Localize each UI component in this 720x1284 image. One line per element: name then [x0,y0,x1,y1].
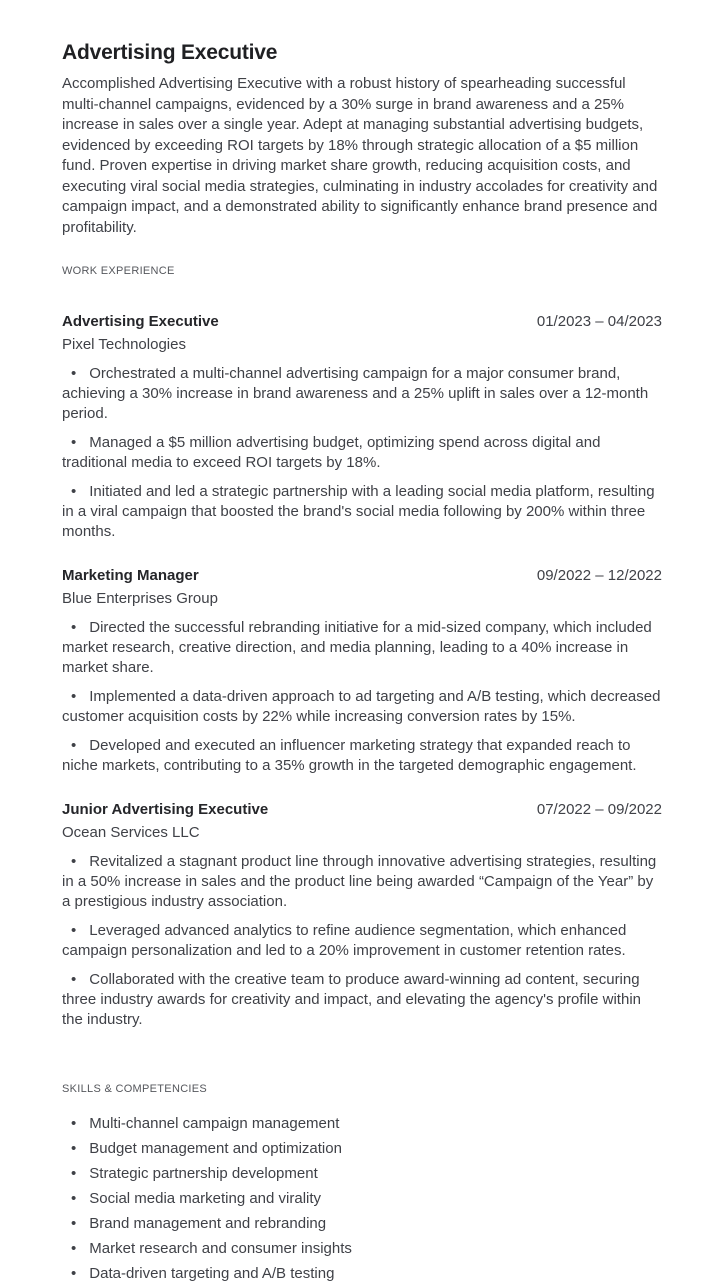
bullet-icon: • [71,1265,77,1282]
skill-item [62,1164,662,1184]
job-bullet-text: Revitalized a stagnant product line through innovative advertising strategies, resulting in a 50% increase in sales and the product line being awarded “Campaign of the Year” by a prestigious industry association. [62,853,657,910]
skill-item [62,1114,662,1134]
skill-item [62,1239,662,1259]
bullet-icon: • [71,922,77,939]
job-header [62,566,662,586]
job-company: Pixel Technologies [62,336,186,353]
bullet-icon: • [71,737,77,754]
skill-text: Budget management and optimization [89,1140,342,1157]
section-heading-work-experience: WORK EXPERIENCE [62,265,175,277]
job-dates: 01/2023 – 04/2023 [536,313,662,330]
job-bullet-text: Initiated and led a strategic partnership with a leading social media platform, resulting in a viral campaign that boosted the brand's social media following by 200% within three months. [62,483,655,540]
skill-text: Brand management and rebranding [89,1215,327,1232]
skill-item [62,1214,662,1234]
bullet-icon: • [71,688,77,705]
job-bullet-text: Implemented a data-driven approach to ad targeting and A/B testing, which decreased customer acquisition costs by 22% while increasing conversion rates by 15%. [62,688,661,725]
job-entry [62,800,662,1030]
skills-list [62,1114,662,1284]
bullet-icon: • [71,971,77,988]
skill-text: Market research and consumer insights [89,1240,352,1257]
job-bullet [62,687,662,727]
job-bullet [62,852,662,912]
job-bullet [62,433,662,473]
skill-item [62,1189,662,1209]
job-bullet [62,618,662,678]
bullet-icon: • [71,619,77,636]
job-bullet-text: Collaborated with the creative team to produce award-winning ad content, securing three industry awards for creativity and impact, and elevating the agency's profile within the industry. [62,971,641,1028]
bullet-icon: • [71,434,77,451]
job-company: Ocean Services LLC [62,824,200,841]
job-dates: 07/2022 – 09/2022 [536,801,662,818]
job-bullet [62,482,662,542]
summary-paragraph: Accomplished Advertising Executive with a robust history of spearheading successful multi-channel campaigns, evidenced by a 30% surge in brand awareness and a 25% increase in sales over a single year. Adept at managing substantial advertising budgets, evidenced by exceeding ROI targets by 18% through strategic allocation of a $5 million fund. Proven expertise in driving market share growth, reducing acquisition costs, and executing viral social media strategies, culminating in industry accolades for creativity and campaign impact, and a demonstrated ability to significantly enhance brand presence and profitability. [62,75,658,236]
skill-text: Social media marketing and virality [89,1190,322,1207]
job-bullet [62,970,662,1030]
job-bullet-text: Managed a $5 million advertising budget, optimizing spend across digital and traditional media to exceed ROI targets by 18%. [62,434,601,471]
job-bullet-text: Orchestrated a multi-channel advertising campaign for a major consumer brand, achieving a 30% increase in brand awareness and a 25% uplift in sales over a 12-month period. [62,365,649,422]
bullet-icon: • [71,1115,77,1132]
bullet-icon: • [71,1215,77,1232]
skill-text: Multi-channel campaign management [89,1115,340,1132]
bullet-icon: • [71,1140,77,1157]
bullet-icon: • [71,1240,77,1257]
job-company: Blue Enterprises Group [62,590,218,607]
job-bullet-text: Developed and executed an influencer marketing strategy that expanded reach to niche markets, contributing to a 35% growth in the targeted demographic engagement. [62,737,637,774]
page-title: Advertising Executive [62,41,278,64]
job-header [62,800,662,820]
job-header [62,312,662,332]
bullet-icon: • [71,1165,77,1182]
job-dates: 09/2022 – 12/2022 [536,567,662,584]
skill-text: Strategic partnership development [89,1165,318,1182]
job-bullet-text: Directed the successful rebranding initiative for a mid-sized company, which included market research, creative direction, and media planning, leading to a 40% increase in market share. [62,619,652,676]
job-entry [62,312,662,542]
job-entry [62,566,662,776]
job-bullet [62,364,662,424]
job-title: Advertising Executive [62,313,219,330]
job-bullet [62,736,662,776]
skill-text: Data-driven targeting and A/B testing [89,1265,335,1282]
job-bullet [62,921,662,961]
bullet-icon: • [71,853,77,870]
skill-item [62,1264,662,1284]
section-heading-skills: SKILLS & COMPETENCIES [62,1083,208,1095]
bullet-icon: • [71,1190,77,1207]
job-bullet-text: Leveraged advanced analytics to refine audience segmentation, which enhanced campaign personalization and led to a 20% improvement in customer retention rates. [62,922,627,959]
bullet-icon: • [71,483,77,500]
job-title: Marketing Manager [62,567,199,584]
skill-item [62,1139,662,1159]
job-title: Junior Advertising Executive [62,801,269,818]
bullet-icon: • [71,365,77,382]
